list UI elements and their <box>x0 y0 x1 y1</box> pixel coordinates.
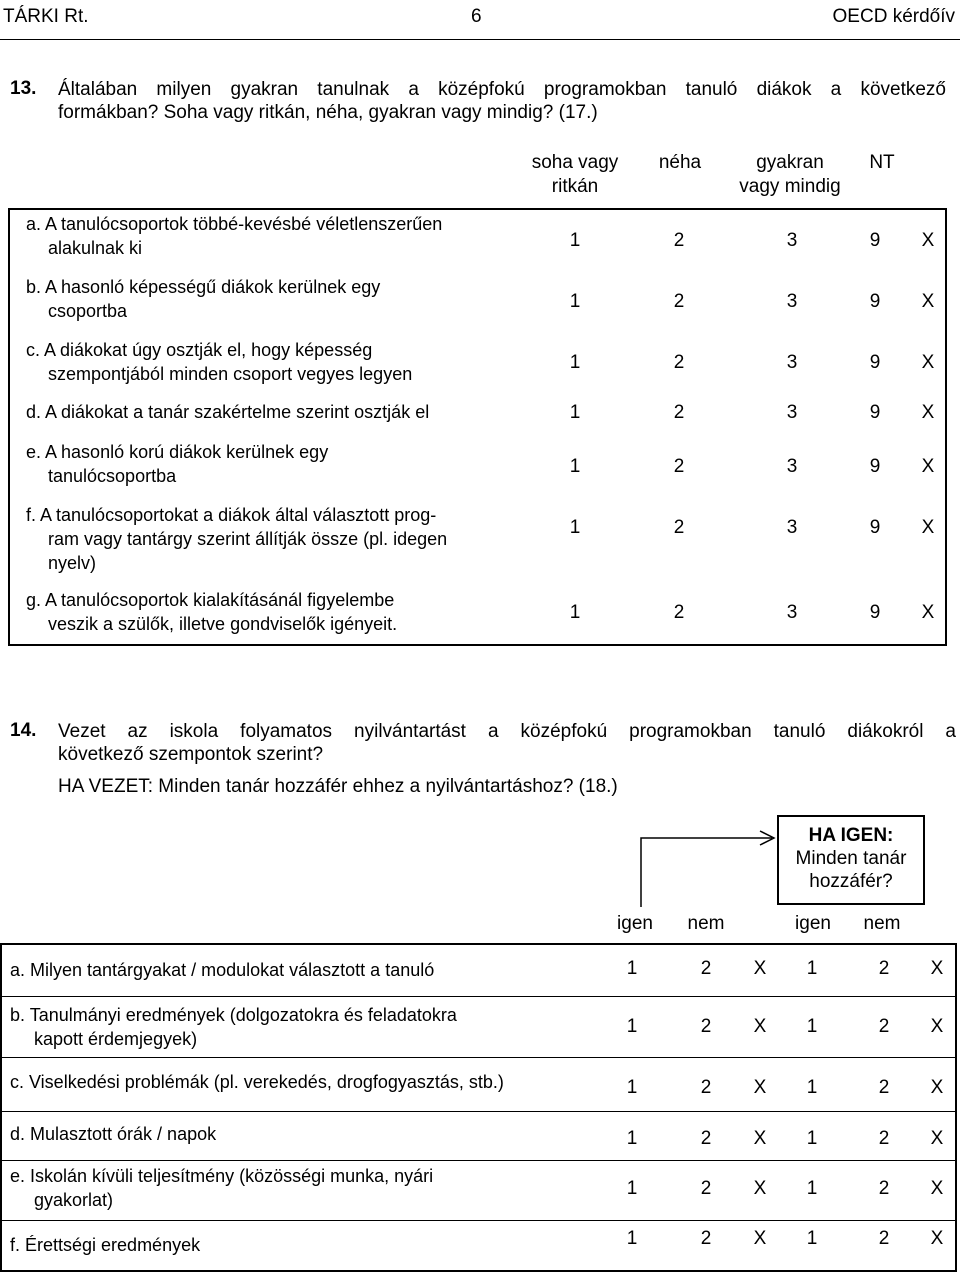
q14-row-a-code: 2 <box>878 958 890 979</box>
q14-row-label-line: f. Érettségi eredmények <box>10 1235 201 1255</box>
q14-row-b-code: 2 <box>700 1016 712 1037</box>
q13-row-a-code: 1 <box>569 230 581 251</box>
q14-row-e-code: 1 <box>806 1178 818 1199</box>
q14-row-b-code: 2 <box>878 1016 890 1037</box>
q13-row-e-code: X <box>921 456 935 477</box>
q14-row-f-code: X <box>930 1228 944 1249</box>
q14-row-label-line: gyakorlat) <box>34 1190 114 1210</box>
followup-line2: hozzáfér? <box>809 871 893 892</box>
q14-row-d-code: 2 <box>700 1128 712 1149</box>
q13-row-label-line: c. A diákokat úgy osztják el, hogy képesség <box>26 340 373 360</box>
q13-row-c-code: X <box>921 352 935 373</box>
q14-table-top <box>0 943 957 945</box>
q14-row-b-label <box>10 1003 590 1051</box>
q13-row-a-label <box>26 212 516 260</box>
q13-text-line2: formákban? Soha vagy ritkán, néha, gyakran vagy mindig? (17.) <box>58 102 598 123</box>
q13-row-d-code: 9 <box>869 402 881 423</box>
q13-row-a-code: 2 <box>673 230 685 251</box>
q13-row-c-label <box>26 338 516 386</box>
q13-row-label-line: b. A hasonló képességű diákok kerülnek egy <box>26 277 381 297</box>
followup-line1: Minden tanár <box>795 848 907 869</box>
q13-col-sometimes: néha <box>658 152 702 173</box>
q13-row-e-code: 2 <box>673 456 685 477</box>
q14-row-d-code: 2 <box>878 1128 890 1149</box>
q13-row-f-code: X <box>921 517 935 538</box>
q14-col-yes-2: igen <box>795 913 831 934</box>
q13-row-b-code: 1 <box>569 291 581 312</box>
q14-row-a-code: 2 <box>700 958 712 979</box>
q13-col-rarely <box>515 151 635 199</box>
followup-arrow-icon <box>600 820 800 920</box>
header-right: OECD kérdőív <box>832 6 955 27</box>
q13-row-c-code: 1 <box>569 352 581 373</box>
q14-table-right <box>955 943 957 1272</box>
q14-row-a-code: 1 <box>806 958 818 979</box>
q14-row-label-line: b. Tanulmányi eredmények (dolgozatokra és feladatokra <box>10 1005 457 1025</box>
q13-row-d-code: 3 <box>786 402 798 423</box>
q14-number: 14. <box>10 720 37 741</box>
q14-row-f-code: 2 <box>700 1228 712 1249</box>
q14-row-c-code: 2 <box>878 1077 890 1098</box>
q14-row-d-code: X <box>753 1128 767 1149</box>
q14-row-divider <box>0 1160 957 1161</box>
q14-row-divider <box>0 1111 957 1112</box>
q14-row-e-code: X <box>930 1178 944 1199</box>
q13-col-often <box>730 151 850 199</box>
q13-row-f-label <box>26 503 516 575</box>
q13-row-c-code: 3 <box>786 352 798 373</box>
q13-row-f-code: 9 <box>869 517 881 538</box>
q13-row-g-code: 2 <box>673 602 685 623</box>
q13-col-rarely-line1: soha vagy <box>531 152 619 173</box>
q13-row-e-label <box>26 440 516 488</box>
q14-row-label-line: e. Iskolán kívüli teljesítmény (közösségi munka, nyári <box>10 1166 434 1186</box>
q13-row-g-code: X <box>921 602 935 623</box>
q13-row-g-code: 1 <box>569 602 581 623</box>
q13-row-label-line: csoportba <box>48 301 128 321</box>
q14-row-e-code: 2 <box>878 1178 890 1199</box>
q14-row-a-label <box>10 958 590 982</box>
q13-col-often-line2: vagy mindig <box>739 176 841 197</box>
q13-col-often-line1: gyakran <box>756 152 824 173</box>
q14-row-c-code: 1 <box>626 1077 638 1098</box>
q14-row-e-code: 1 <box>626 1178 638 1199</box>
q14-row-d-label <box>10 1122 590 1146</box>
q14-row-e-code: X <box>753 1178 767 1199</box>
q14-row-divider <box>0 1057 957 1058</box>
q13-row-label-line: ram vagy tantárgy szerint állítják össze (pl. idegen <box>48 529 448 549</box>
q13-row-label-line: nyelv) <box>48 553 97 573</box>
q13-table <box>8 208 947 646</box>
q14-row-f-code: 1 <box>626 1228 638 1249</box>
q13-row-d-code: 2 <box>673 402 685 423</box>
q13-row-a-code: 3 <box>786 230 798 251</box>
q14-col-yes-1: igen <box>617 913 653 934</box>
q14-text-line2: következő szempontok szerint? <box>58 744 324 765</box>
q13-row-label-line: veszik a szülők, illetve gondviselők igényeit. <box>48 614 398 634</box>
q13-row-b-code: X <box>921 291 935 312</box>
q13-row-label-line: f. A tanulócsoportokat a diákok által választott prog- <box>26 505 437 525</box>
q14-row-c-label <box>10 1070 590 1094</box>
q13-row-g-code: 9 <box>869 602 881 623</box>
q14-row-b-code: X <box>753 1016 767 1037</box>
q13-row-d-label <box>26 400 516 424</box>
q14-row-a-code: 1 <box>626 958 638 979</box>
q14-row-a-code: X <box>930 958 944 979</box>
followup-title: HA IGEN: <box>808 825 894 846</box>
q13-row-b-code: 2 <box>673 291 685 312</box>
q14-row-f-label <box>10 1233 590 1257</box>
q14-row-e-label <box>10 1164 590 1212</box>
header-left: TÁRKI Rt. <box>3 6 89 27</box>
q13-row-d-code: 1 <box>569 402 581 423</box>
header-rule <box>0 39 960 40</box>
q13-col-rarely-line2: ritkán <box>551 176 599 197</box>
q13-row-f-code: 1 <box>569 517 581 538</box>
q14-row-c-code: X <box>753 1077 767 1098</box>
q13-row-a-code: X <box>921 230 935 251</box>
q13-row-a-code: 9 <box>869 230 881 251</box>
q14-row-f-code: X <box>753 1228 767 1249</box>
q14-row-b-code: 1 <box>626 1016 638 1037</box>
q13-row-c-code: 2 <box>673 352 685 373</box>
q13-row-d-code: X <box>921 402 935 423</box>
q13-row-label-line: a. A tanulócsoportok többé-kevésbé véletlenszerűen <box>26 214 443 234</box>
q13-row-label-line: tanulócsoportba <box>48 466 177 486</box>
q13-col-na: NT <box>869 152 895 173</box>
q13-row-label-line: g. A tanulócsoportok kialakításánál figyelembe <box>26 590 395 610</box>
q14-row-d-code: 1 <box>806 1128 818 1149</box>
q14-row-label-line: c. Viselkedési problémák (pl. verekedés, drogfogyasztás, stb.) <box>10 1072 504 1092</box>
q14-row-label-line: kapott érdemjegyek) <box>34 1029 198 1049</box>
q14-row-e-code: 2 <box>700 1178 712 1199</box>
q13-row-g-code: 3 <box>786 602 798 623</box>
q13-text-line1: Általában milyen gyakran tanulnak a középfokú programokban tanuló diákok a következő <box>58 79 946 100</box>
q14-row-c-code: 2 <box>700 1077 712 1098</box>
q13-row-label-line: e. A hasonló korú diákok kerülnek egy <box>26 442 329 462</box>
q14-text-line1: Vezet az iskola folyamatos nyilvántartást a középfokú programokban tanuló diákokról a <box>58 721 956 742</box>
q13-row-b-code: 3 <box>786 291 798 312</box>
q14-row-divider <box>0 1220 957 1221</box>
q13-row-e-code: 9 <box>869 456 881 477</box>
q14-row-a-code: X <box>753 958 767 979</box>
q14-row-d-code: X <box>930 1128 944 1149</box>
q14-table-bottom <box>0 1270 957 1272</box>
q13-row-g-label <box>26 588 516 636</box>
q14-table-left <box>0 943 2 1272</box>
q14-row-c-code: X <box>930 1077 944 1098</box>
q13-row-e-code: 1 <box>569 456 581 477</box>
q14-row-label-line: a. Milyen tantárgyakat / modulokat választott a tanuló <box>10 960 435 980</box>
q14-col-no-2: nem <box>863 913 901 934</box>
q14-col-no-1: nem <box>687 913 725 934</box>
q14-row-label-line: d. Mulasztott órák / napok <box>10 1124 217 1144</box>
q13-row-label-line: szempontjából minden csoport vegyes legyen <box>48 364 413 384</box>
q13-row-f-code: 2 <box>673 517 685 538</box>
q13-row-label-line: d. A diákokat a tanár szakértelme szerint osztják el <box>26 402 430 422</box>
q14-row-f-code: 1 <box>806 1228 818 1249</box>
q13-row-b-label <box>26 275 516 323</box>
q14-text-line3: HA VEZET: Minden tanár hozzáfér ehhez a nyilvántartáshoz? (18.) <box>58 776 618 797</box>
q14-row-b-code: 1 <box>806 1016 818 1037</box>
q13-row-b-code: 9 <box>869 291 881 312</box>
q14-row-b-code: X <box>930 1016 944 1037</box>
q13-number: 13. <box>10 78 37 99</box>
q14-row-d-code: 1 <box>626 1128 638 1149</box>
followup-box <box>777 815 925 905</box>
page-number: 6 <box>471 6 482 27</box>
q14-row-divider <box>0 996 957 997</box>
q14-row-f-code: 2 <box>878 1228 890 1249</box>
q13-row-c-code: 9 <box>869 352 881 373</box>
q14-row-c-code: 1 <box>806 1077 818 1098</box>
q13-row-label-line: alakulnak ki <box>48 238 143 258</box>
q13-row-f-code: 3 <box>786 517 798 538</box>
q13-row-e-code: 3 <box>786 456 798 477</box>
